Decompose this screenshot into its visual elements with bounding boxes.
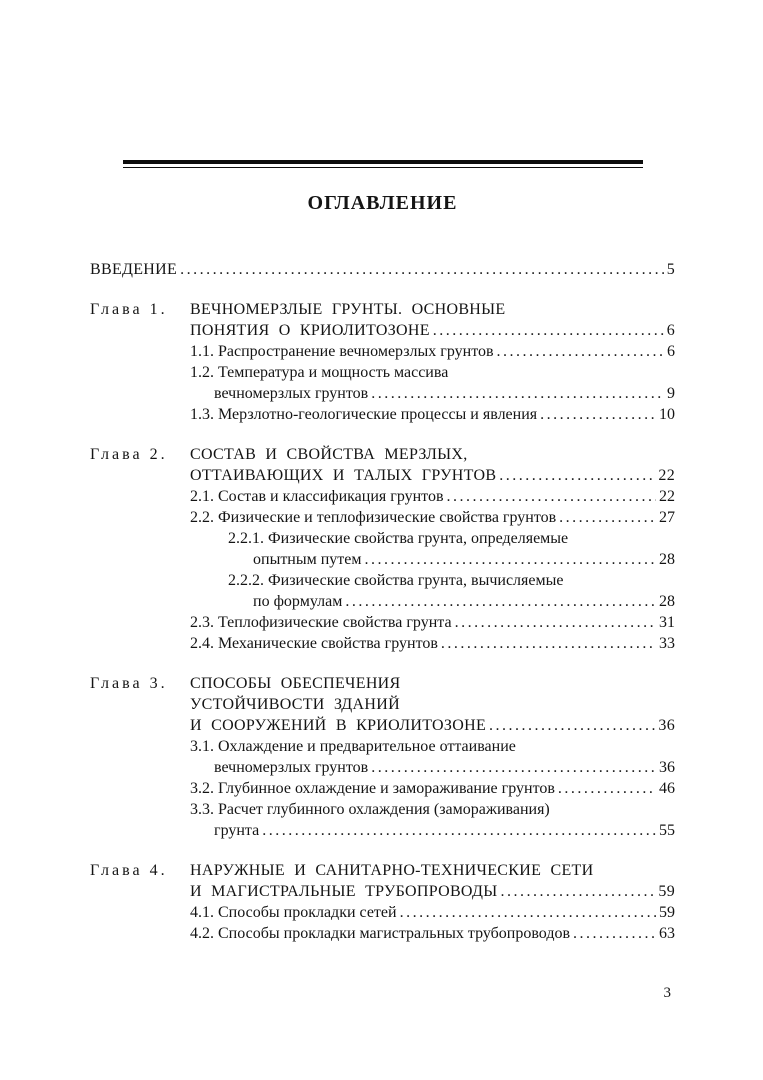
toc-page-number: 22 bbox=[659, 488, 675, 505]
toc-page-number: 46 bbox=[659, 780, 675, 797]
toc-entry-text: 2.1. Состав и классификация грунтов bbox=[190, 488, 444, 505]
toc-line bbox=[90, 633, 675, 654]
toc-entry-text: 3.3. Расчет глубинного охлаждения (замораживания) bbox=[190, 801, 550, 818]
toc-group bbox=[90, 299, 675, 425]
toc-entry-text: 2.3. Теплофизические свойства грунта bbox=[190, 614, 452, 631]
toc-entry-text: СПОСОБЫ ОБЕСПЕЧЕНИЯ bbox=[190, 675, 401, 692]
page-title: ОГЛАВЛЕНИЕ bbox=[307, 192, 458, 214]
toc-line bbox=[90, 341, 675, 362]
chapter-label: Глава 1. bbox=[90, 301, 168, 318]
toc-entry-text: И СООРУЖЕНИЙ В КРИОЛИТОЗОНЕ bbox=[190, 717, 487, 734]
toc-line bbox=[90, 362, 675, 383]
toc-group bbox=[90, 673, 675, 841]
toc-entry-text: И МАГИСТРАЛЬНЫЕ ТРУБОПРОВОДЫ bbox=[190, 883, 498, 900]
toc-line bbox=[90, 881, 675, 902]
toc-entry-text: 4.2. Способы прокладки магистральных трубопроводов bbox=[190, 925, 571, 942]
dot-leader bbox=[500, 881, 655, 902]
toc-group bbox=[90, 444, 675, 654]
toc-entry-text: 2.2.2. Физические свойства грунта, вычисляемые bbox=[228, 572, 564, 589]
toc-line bbox=[90, 694, 675, 715]
toc-line bbox=[90, 299, 675, 320]
toc-page-number: 5 bbox=[666, 261, 675, 278]
dot-leader bbox=[489, 715, 655, 736]
toc-line bbox=[90, 923, 675, 944]
toc-entry-text: ВЕЧНОМЕРЗЛЫЕ ГРУНТЫ. ОСНОВНЫЕ bbox=[190, 301, 506, 318]
toc-entry-text: НАРУЖНЫЕ И САНИТАРНО-ТЕХНИЧЕСКИЕ СЕТИ bbox=[190, 862, 594, 879]
toc-entry-text: 3.1. Охлаждение и предварительное оттаивание bbox=[190, 738, 516, 755]
toc-entry-text: ПОНЯТИЯ О КРИОЛИТОЗОНЕ bbox=[190, 322, 430, 339]
toc-entry-text: ВВЕДЕНИЕ bbox=[90, 261, 178, 278]
toc-line bbox=[90, 591, 675, 612]
toc-page-number: 6 bbox=[666, 322, 675, 339]
toc-entry-text: по формулам bbox=[253, 593, 343, 610]
dot-leader bbox=[497, 341, 664, 362]
toc-entry-text: 1.1. Распространение вечномерзлых грунтов bbox=[190, 343, 494, 360]
dot-leader bbox=[559, 507, 656, 528]
toc-group bbox=[90, 860, 675, 944]
toc-page-number: 59 bbox=[658, 883, 675, 900]
toc-line bbox=[90, 570, 675, 591]
toc-line bbox=[90, 715, 675, 736]
toc-line bbox=[90, 320, 675, 341]
toc-entry-text: 4.1. Способы прокладки сетей bbox=[190, 904, 397, 921]
toc-line bbox=[90, 528, 675, 549]
dot-leader bbox=[447, 486, 657, 507]
dot-leader bbox=[441, 633, 656, 654]
header-rule bbox=[123, 160, 643, 168]
toc-entry-text: опытным путем bbox=[253, 551, 362, 568]
toc-page-number: 6 bbox=[667, 343, 675, 360]
toc-line bbox=[90, 465, 675, 486]
toc-page-number: 9 bbox=[667, 385, 675, 402]
toc-page-number: 28 bbox=[659, 593, 675, 610]
toc-line bbox=[90, 820, 675, 841]
toc-line bbox=[90, 444, 675, 465]
dot-leader bbox=[345, 591, 656, 612]
dot-leader bbox=[558, 778, 656, 799]
toc-line bbox=[90, 736, 675, 757]
toc-page-number: 59 bbox=[659, 904, 675, 921]
toc-entry-text: ОТТАИВАЮЩИХ И ТАЛЫХ ГРУНТОВ bbox=[190, 467, 497, 484]
dot-leader bbox=[499, 465, 655, 486]
toc-line bbox=[90, 757, 675, 778]
toc-entry-text: 1.3. Мерзлотно-геологические процессы и явления bbox=[190, 406, 538, 423]
toc-line bbox=[90, 902, 675, 923]
dot-leader bbox=[400, 902, 656, 923]
dot-leader bbox=[455, 612, 656, 633]
dot-leader bbox=[365, 549, 656, 570]
toc-entry-text: УСТОЙЧИВОСТИ ЗДАНИЙ bbox=[190, 696, 400, 713]
chapter-label: Глава 3. bbox=[90, 675, 168, 692]
dot-leader bbox=[180, 259, 664, 280]
toc-entry-text: вечномерзлых грунтов bbox=[214, 759, 369, 776]
toc-page-number: 55 bbox=[659, 822, 675, 839]
toc-group bbox=[90, 259, 675, 280]
dot-leader bbox=[540, 404, 656, 425]
toc-entry-text: 2.2. Физические и теплофизические свойства грунтов bbox=[190, 509, 557, 526]
toc-entry-text: 2.4. Механические свойства грунтов bbox=[190, 635, 438, 652]
toc-page-number: 36 bbox=[658, 717, 675, 734]
toc-line bbox=[90, 612, 675, 633]
toc-page-number: 22 bbox=[658, 467, 675, 484]
dot-leader bbox=[371, 757, 656, 778]
toc-page-number: 63 bbox=[659, 925, 675, 942]
toc-line bbox=[90, 673, 675, 694]
chapter-label: Глава 4. bbox=[90, 862, 168, 879]
dot-leader bbox=[262, 820, 656, 841]
dot-leader bbox=[433, 320, 664, 341]
toc-line bbox=[90, 860, 675, 881]
toc-entry-text: 3.2. Глубинное охлаждение и замораживание грунтов bbox=[190, 780, 555, 797]
toc-line bbox=[90, 383, 675, 404]
toc-page-number: 31 bbox=[659, 614, 675, 631]
toc-page-number: 33 bbox=[659, 635, 675, 652]
dot-leader bbox=[573, 923, 656, 944]
toc-line bbox=[90, 799, 675, 820]
toc-page-number: 27 bbox=[659, 509, 675, 526]
toc-entry-text: СОСТАВ И СВОЙСТВА МЕРЗЛЫХ, bbox=[190, 446, 468, 463]
toc-entry-text: 1.2. Температура и мощность массива bbox=[190, 364, 449, 381]
toc bbox=[90, 259, 675, 944]
toc-line bbox=[90, 259, 675, 280]
toc-line bbox=[90, 549, 675, 570]
toc-page-number: 36 bbox=[659, 759, 675, 776]
chapter-label: Глава 2. bbox=[90, 446, 168, 463]
toc-line bbox=[90, 507, 675, 528]
folio-page-number: 3 bbox=[663, 985, 671, 1001]
toc-entry-text: вечномерзлых грунтов bbox=[214, 385, 369, 402]
toc-page-number: 28 bbox=[659, 551, 675, 568]
toc-entry-text: 2.2.1. Физические свойства грунта, определяемые bbox=[228, 530, 569, 547]
toc-line bbox=[90, 778, 675, 799]
toc-line bbox=[90, 486, 675, 507]
toc-page-number: 10 bbox=[659, 406, 675, 423]
toc-line bbox=[90, 404, 675, 425]
dot-leader bbox=[371, 383, 664, 404]
toc-entry-text: грунта bbox=[214, 822, 260, 839]
